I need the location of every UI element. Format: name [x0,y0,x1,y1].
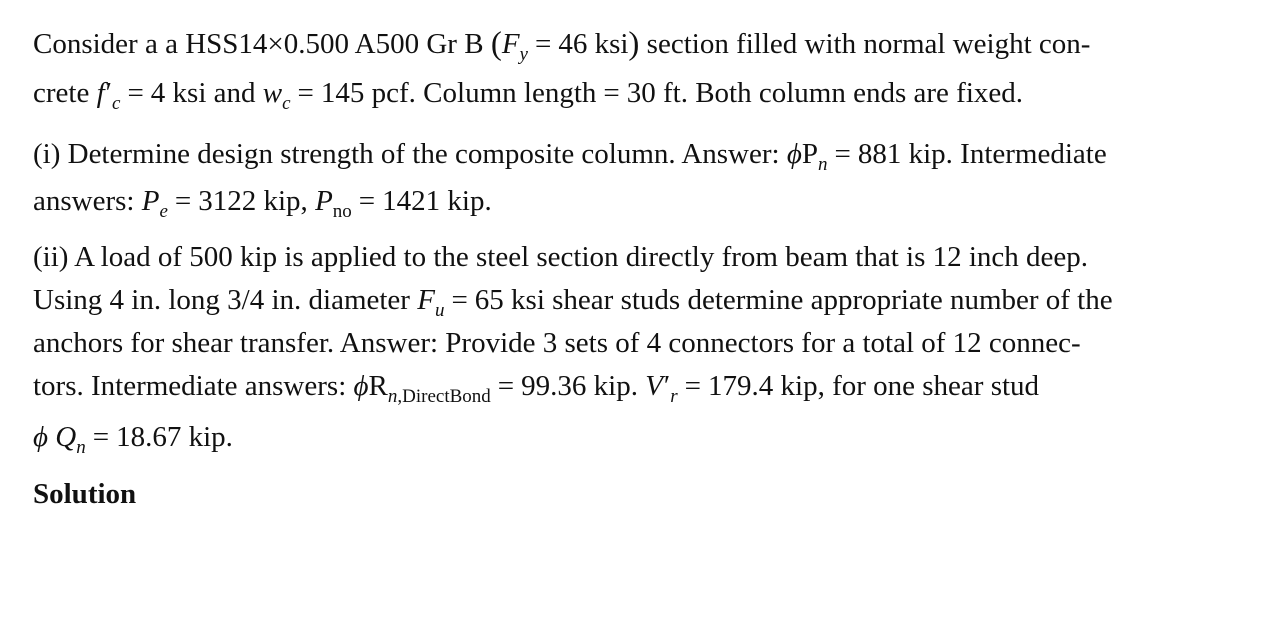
q-symbol: Q [55,421,77,453]
problem-line1-rest: section filled with normal weight con- [639,28,1091,60]
problem-line-1 [33,26,1091,65]
problem-line-2 [33,76,1023,114]
part-i-line2-start: answers: [33,185,142,217]
phi-symbol: ϕ [353,370,369,402]
rn-subscript: n [387,386,398,407]
pno-subscript: no [332,201,352,222]
v-value: 179.4 kip, for one shear stud [708,370,1040,402]
equals-sign: = [297,77,314,109]
wc-symbol: w [262,77,283,109]
problem-line2-rest2: 30 ft. Both column ends are fixed. [626,77,1023,109]
part-ii-line2-rest: 65 ksi shear studs determine appropriate number of the [474,284,1113,316]
equals-sign: = [174,185,192,217]
part-ii-line-1 [33,240,1088,274]
phi-symbol: ϕ [786,138,802,170]
part-ii-line1-text: (ii) A load of 500 kip is applied to the steel section directly from beam that is 12 inch deep. [33,241,1089,273]
problem-line2-start: crete [33,77,97,109]
part-ii-line-3 [33,326,1081,360]
qn-subscript: n [76,437,86,458]
v-symbol: V [645,370,663,402]
part-i-text: (i) Determine design strength of the composite column. Answer: [33,138,787,170]
fc-prime: ′ [105,77,112,109]
solution-heading: Solution [33,478,137,510]
fc-value: 4 ksi and [150,77,263,109]
part-i-value: 881 kip. Intermediate [857,138,1107,170]
close-paren: ) [628,26,640,62]
part-ii-line4-start: tors. Intermediate answers: [33,370,354,402]
direct-bond-subscript: ,DirectBond [397,386,491,407]
equals-sign: = [92,421,110,453]
pe-subscript: e [159,201,168,222]
equals-sign: = [834,138,851,170]
equals-sign: = [497,370,515,402]
vr-subscript: r [670,386,678,407]
part-ii-line-5 [33,420,233,458]
pno-symbol: P [315,185,333,217]
equals-sign: = [127,77,144,109]
equals-sign: = [358,185,376,217]
equals-sign: = [451,284,468,316]
r-symbol: R [368,370,388,402]
fc-symbol: f [96,77,105,109]
part-ii-line-2 [33,283,1113,321]
equals-sign: = [603,77,620,109]
fc-subscript: c [112,93,121,114]
pno-value: 1421 kip. [382,185,492,217]
phi-symbol: ϕ [33,421,49,453]
equals-sign: = [684,370,702,402]
pe-value: 3122 kip, [198,185,316,217]
part-i-line-2 [33,184,492,222]
v-prime: ′ [663,370,671,402]
r-value: 99.36 kip. [521,370,646,402]
fy-value: 46 ksi [558,28,629,60]
pn-subscript: n [818,154,828,175]
fu-subscript: u [434,300,445,321]
part-i-line-1 [33,137,1107,175]
open-paren: ( [490,26,502,62]
fu-symbol: F [417,284,435,316]
p-symbol: P [801,138,818,170]
wc-subscript: c [282,93,291,114]
problem-intro-text: Consider a a HSS14×0.500 A500 Gr B [33,28,484,60]
problem-line2-rest1: 145 pcf. Column length [320,77,597,109]
equals-sign: = [534,28,552,60]
q-value: 18.67 kip. [116,421,233,453]
fy-subscript: y [519,44,528,65]
part-ii-line3-text: anchors for shear transfer. Answer: Provide 3 sets of 4 connectors for a total of 12 connec- [33,327,1081,359]
pe-symbol: P [141,185,160,217]
part-ii-line2-start: Using 4 in. long 3/4 in. diameter [33,284,418,316]
fy-symbol: F [501,28,520,60]
part-ii-line-4 [33,369,1040,407]
